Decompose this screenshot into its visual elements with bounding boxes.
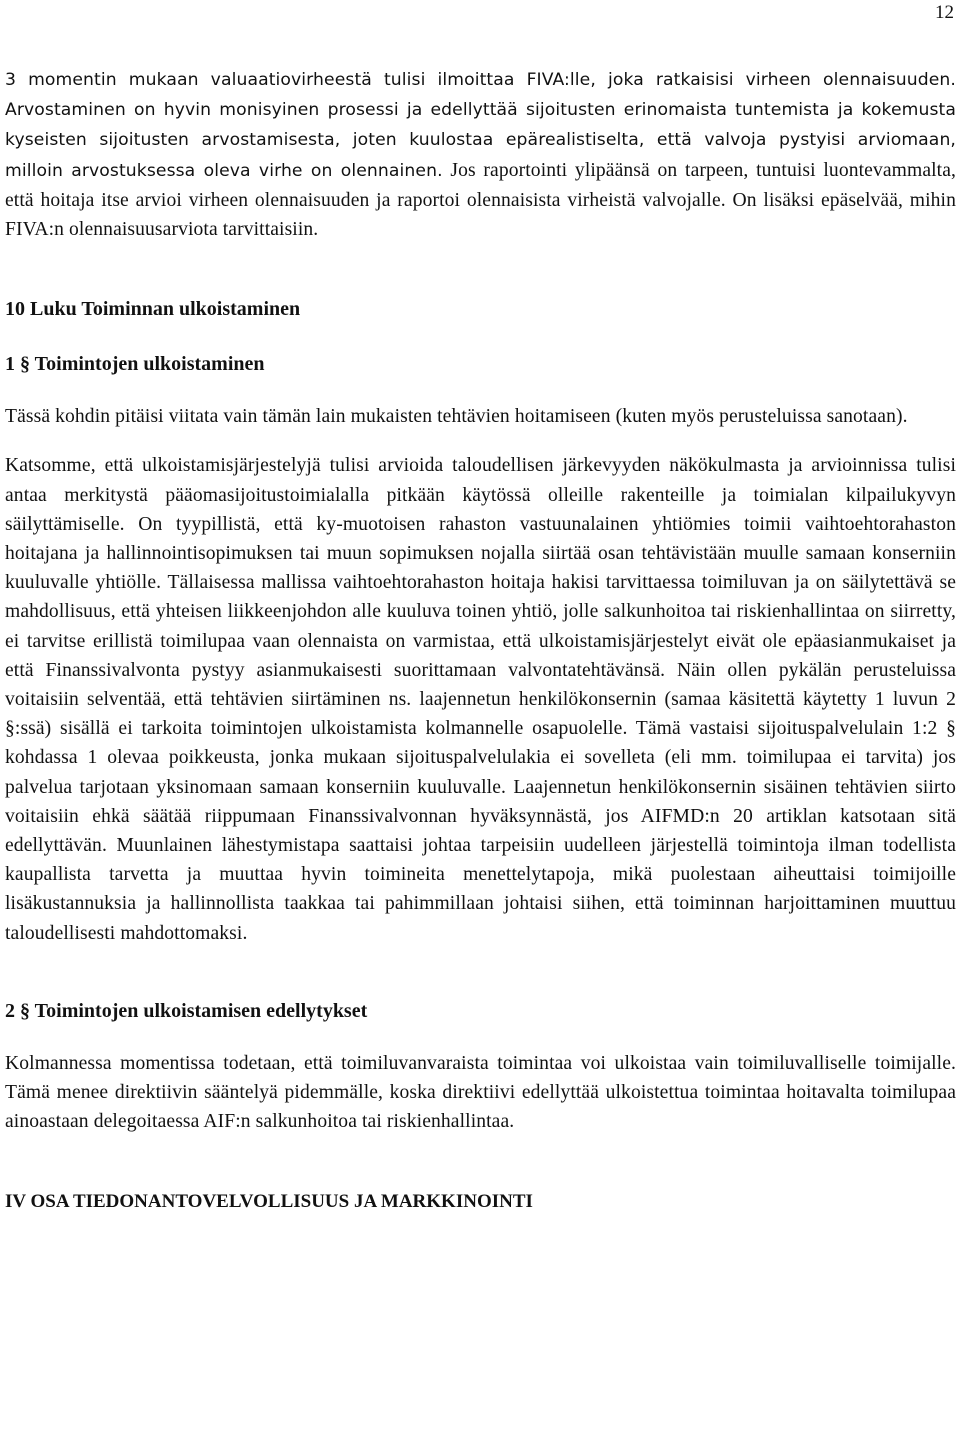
paragraph-licensing-requirement: Kolmannessa momentissa todetaan, että toimiluvanvaraista toimintaa voi ulkoistaa vain toimiluvalliselle toimijalle. Tämä menee direktiivin sääntelyä pidemmälle, koska direktiivi edellyttää ulkoistettua toimintaa hoitavalta toimilupaa ainoastaan delegoitaessa AIF:n salkunhoitoa tai riskienhallintaa. <box>5 1052 956 1133</box>
section-1-heading: 1 § Toimintojen ulkoistaminen <box>5 353 265 376</box>
page-number: 12 <box>935 2 954 23</box>
section-2-heading: 2 § Toimintojen ulkoistamisen edellytykset <box>5 999 368 1022</box>
document-body <box>5 65 956 1216</box>
paragraph-valuation-error-sans-text: 3 momentin mukaan valuaatiovirheestä tulisi ilmoittaa FIVA:lle, joka ratkaisisi virheen olennaisuuden. Arvostaminen on hyvin monisyinen prosessi ja edellyttää sijoitusten erinomaista tuntemista ja kokemusta kyseisten sijoitusten arvostamisesta, joten kuulostaa epärealistiselta, että valvoja pystyisi arviomaan, milloin arvostuksessa oleva virhe on olennainen. <box>5 70 956 181</box>
chapter-heading: 10 Luku Toiminnan ulkoistaminen <box>5 298 301 321</box>
paragraph-valuation-error-serif-text: Jos raportointi ylipäänsä on tarpeen, tuntuisi luontevammalta, että hoitaja itse arvioi virheen olennaisuuden ja raportoi olennaisista virheistä valvojalle. On lisäksi epäselvää, mihin FIVA:n olennaisuusarviota tarvittaisiin. <box>5 159 957 241</box>
part-heading: IV OSA TIEDONANTOVELVOLLISUUS JA MARKKINOINTI <box>5 1191 533 1213</box>
paragraph-valuation-error <box>5 65 956 244</box>
paragraph-outsourcing-assessment: Katsomme, että ulkoistamisjärjestelyjä tulisi arvioida taloudellisen järkevyyden näkökulmasta ja arvioinnissa tulisi antaa merkitystä pääomasijoitustoimialalla pitkään käytössä olleille rakenteille ja toimialan kilpailukyvyn säilyttämiselle. On tyypillistä, että ky-muotoisen rahaston vastuunalainen yhtiömies toimii vaihtoehtorahaston hoitajana ja hallinnointisopimuksen tai muun sopimuksen nojalla siirtää osan tehtävistään muulle samaan konserniin kuuluvalle yhtiölle. Tällaisessa mallissa vaihtoehtorahaston hoitaja hakisi tarvittaessa toimiluvan ja on säilytettävä se mahdollisuus, että yhteisen liikkeenjohdon alle kuuluva toinen yhtiö, jolle salkunhoitoa tai riskienhallintaa on siirretty, ei tarvitse erillistä toimilupaa vaan olennaista on varmistaa, että ulkoistamisjärjestelyt eivät ole epäasianmukaiset ja että Finanssivalvonta pystyy asianmukaisesti suorittamaan valvontatehtävänsä. Näin ollen pykälän perusteluissa voitaisiin selventää, että tehtävien siirtäminen ns. laajennetun henkilökonsernin (samaa käsitettä käytetty 1 luvun 2 §:ssä) sisällä ei tarkoita toimintojen ulkoistamista kolmannelle osapuolelle. Tämä vastaisi sijoituspalvelulain 1:2 § kohdassa 1 olevaa poikkeusta, jonka mukaan sijoituspalvelulakia ei sovelleta (eli mm. toimilupaa ei tarvita) jos palvelua tarjotaan yksinomaan samaan konserniin kuuluvalle. Laajennetun henkilökonsernin sisäinen tehtävien siirto voitaisiin ehkä säätää riippumaan Finanssivalvonnan hyväksynnästä, jos AIFMD:n 20 artiklan katsotaan sitä edellyttävän. Muunlainen lähestymistapa saattaisi johtaa tarpeisiin uudelleen järjestellä toimintoja ilman todellista kaupallista tarvetta ja muuttaa hyvin toimineita menettelytapoja, mikä puolestaan aiheuttaisi toimijoille lisäkustannuksia ja hallinnollista taakkaa tai pahimmillaan johtaisi siihen, että toiminnan harjoittaminen muuttuu taloudellisesti mahdottomaksi. <box>5 455 956 944</box>
paragraph-reference-note: Tässä kohdin pitäisi viitata vain tämän lain mukaisten tehtävien hoitamiseen (kuten myös perusteluissa sanotaan). <box>5 406 908 428</box>
